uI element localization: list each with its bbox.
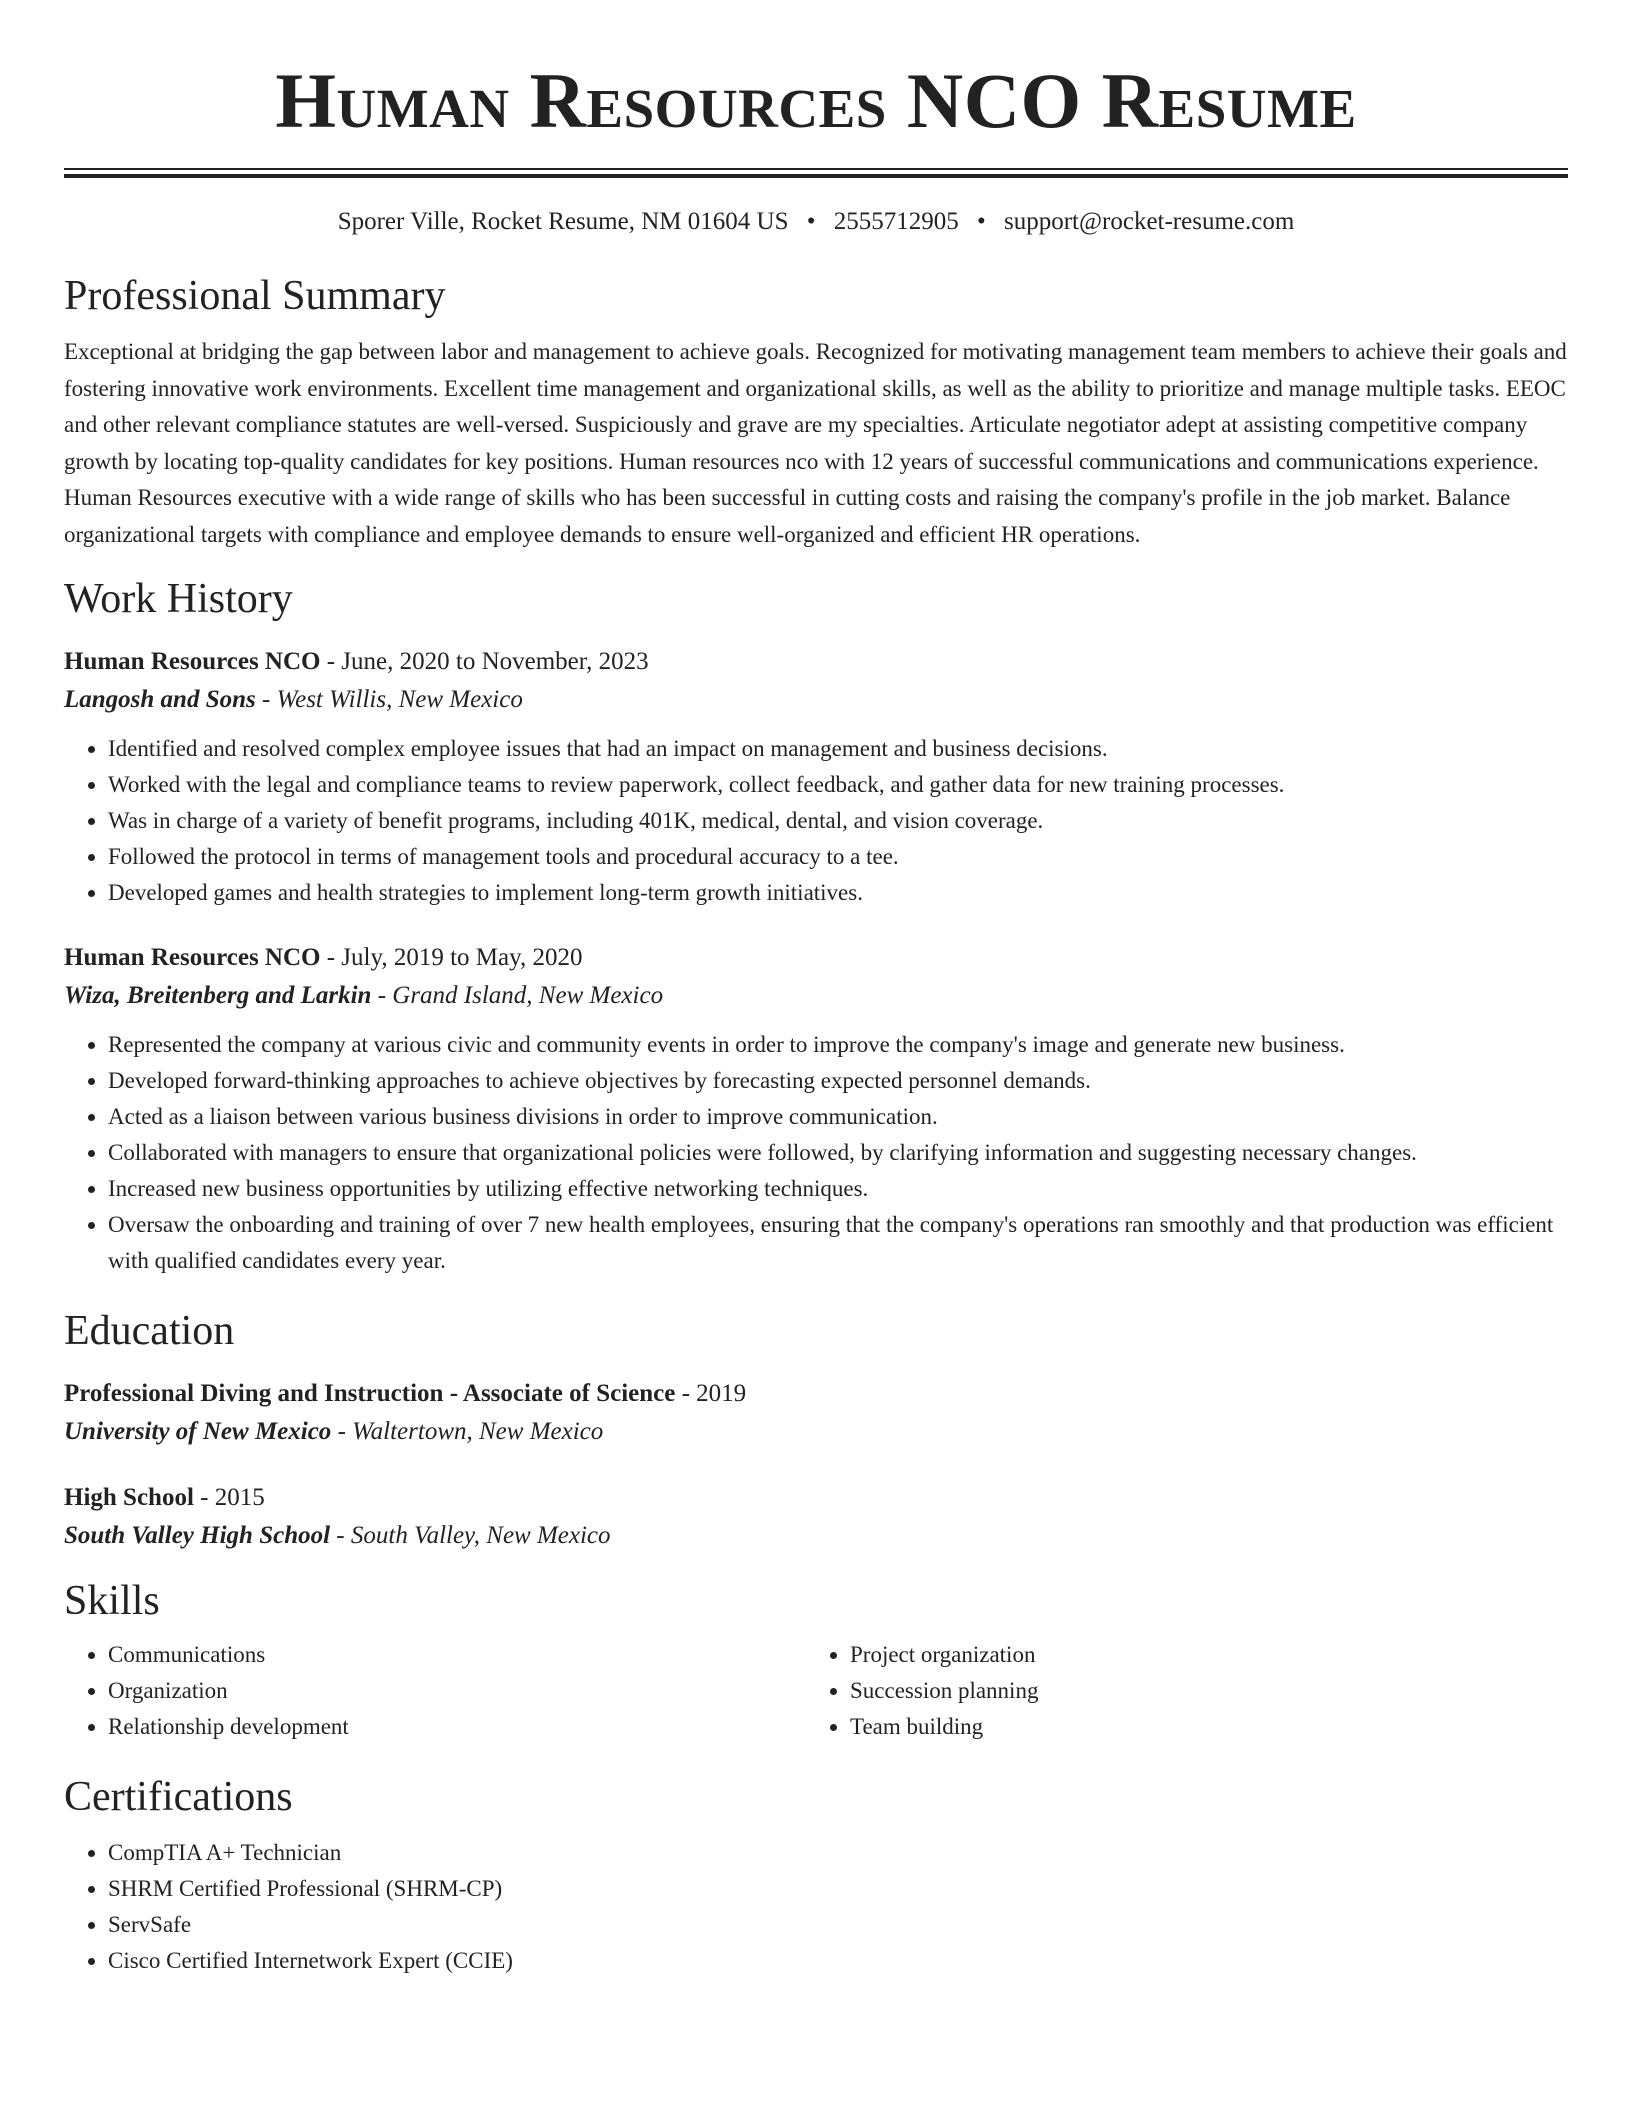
job-header: [64, 939, 1568, 977]
contact-email: support@rocket-resume.com: [1004, 208, 1295, 235]
education-entry: [64, 1375, 1568, 1451]
title-divider: [64, 168, 1568, 178]
education-year: - 2015: [193, 1484, 265, 1511]
list-item: • Oversaw the onboarding and training of over 7 new health employees, ensuring that the company's operations ran smoothly and that production was efficient with qualified candidates every year.: [108, 1207, 1568, 1279]
education-degree: High School: [64, 1484, 194, 1511]
job-title: Human Resources NCO: [64, 944, 321, 971]
summary-text: Exceptional at bridging the gap between labor and management to achieve goals. Recognized for motivating management team members to achieve their goals and fostering innovative work environments. Excellent time management and organizational skills, as well as the ability to prioritize and manage multiple tasks. EEOC and other relevant compliance statutes are well-versed. Suspiciously and grave are my specialties. Articulate negotiator adept at assisting competitive company growth by locating top-quality candidates for key positions. Human resources nco with 12 years of successful communications and communications experience. Human Resources executive with a wide range of skills who has been successful in cutting costs and raising the company's profile in the job market. Balance organizational targets with compliance and employee demands to ensure well-organized and efficient HR operations.: [64, 339, 1567, 547]
education-school-line: [64, 1413, 1568, 1451]
job-employer: [64, 681, 1568, 719]
skills-section: [64, 1575, 1568, 1745]
skills-list-left: [64, 1637, 806, 1745]
education-location: - South Valley, New Mexico: [330, 1522, 611, 1549]
education-year: - 2019: [675, 1380, 747, 1407]
education-degree: Professional Diving and Instruction - Associate of Science: [64, 1380, 676, 1407]
summary-heading: Professional Summary: [64, 273, 446, 319]
education-entry: [64, 1479, 1568, 1555]
list-item: • Relationship development: [108, 1709, 806, 1745]
education-header: [64, 1375, 1568, 1413]
job-location: - West Willis, New Mexico: [255, 686, 523, 713]
education-heading: Education: [64, 1308, 235, 1354]
contact-address: Sporer Ville, Rocket Resume, NM 01604 US: [337, 208, 789, 235]
education-section: [64, 1305, 1568, 1555]
job-entry: [64, 643, 1568, 911]
list-item: • Followed the protocol in terms of management tools and procedural accuracy to a tee.: [108, 839, 1568, 875]
certifications-section: [64, 1771, 1568, 1979]
job-bullets: [64, 731, 1568, 911]
job-company: Langosh and Sons: [64, 686, 256, 713]
job-dates: - June, 2020 to November, 2023: [320, 648, 649, 675]
job-entry: [64, 939, 1568, 1279]
education-school-line: [64, 1517, 1568, 1555]
job-header: [64, 643, 1568, 681]
resume-title: Human Resources NCO Resume: [275, 57, 1357, 144]
list-item: • Developed forward-thinking approaches to achieve objectives by forecasting expected personnel demands.: [108, 1063, 1568, 1099]
list-item: • ServSafe: [108, 1907, 1568, 1943]
skills-heading: Skills: [64, 1578, 160, 1624]
summary-section: [64, 270, 1568, 553]
list-item: • Acted as a liaison between various business divisions in order to improve communication.: [108, 1099, 1568, 1135]
list-item: • SHRM Certified Professional (SHRM-CP): [108, 1871, 1568, 1907]
contact-phone: 2555712905: [833, 208, 959, 235]
list-item: • Was in charge of a variety of benefit programs, including 401K, medical, dental, and vision coverage.: [108, 803, 1568, 839]
list-item: • Team building: [850, 1709, 1548, 1745]
list-item: • Collaborated with managers to ensure that organizational policies were followed, by clarifying information and suggesting necessary changes.: [108, 1135, 1568, 1171]
list-item: • Worked with the legal and compliance teams to review paperwork, collect feedback, and gather data for new training processes.: [108, 767, 1568, 803]
list-item: • Identified and resolved complex employee issues that had an impact on management and business decisions.: [108, 731, 1568, 767]
education-school: South Valley High School: [64, 1522, 331, 1549]
list-item: • Project organization: [850, 1637, 1548, 1673]
list-item: • Organization: [108, 1673, 806, 1709]
list-item: • Cisco Certified Internetwork Expert (CCIE): [108, 1943, 1568, 1979]
certifications-list: [64, 1835, 1568, 1979]
job-employer: [64, 977, 1568, 1015]
education-location: - Waltertown, New Mexico: [331, 1418, 604, 1445]
list-item: • CompTIA A+ Technician: [108, 1835, 1568, 1871]
skills-columns: [64, 1637, 1568, 1745]
list-item: • Communications: [108, 1637, 806, 1673]
job-title: Human Resources NCO: [64, 648, 321, 675]
work-history-heading: Work History: [64, 576, 293, 622]
list-item: • Increased new business opportunities by utilizing effective networking techniques.: [108, 1171, 1568, 1207]
contact-separator: •: [806, 208, 816, 235]
job-dates: - July, 2019 to May, 2020: [320, 944, 583, 971]
contact-separator: •: [976, 208, 986, 235]
skills-list-right: [806, 1637, 1548, 1745]
education-school: University of New Mexico: [64, 1418, 332, 1445]
list-item: • Represented the company at various civic and community events in order to improve the company's image and generate new business.: [108, 1027, 1568, 1063]
job-bullets: [64, 1027, 1568, 1279]
work-history-section: [64, 573, 1568, 1279]
contact-line: [64, 206, 1568, 238]
job-location: - Grand Island, New Mexico: [371, 982, 664, 1009]
list-item: • Developed games and health strategies to implement long-term growth initiatives.: [108, 875, 1568, 911]
job-company: Wiza, Breitenberg and Larkin: [64, 982, 372, 1009]
certifications-heading: Certifications: [64, 1774, 293, 1820]
list-item: • Succession planning: [850, 1673, 1548, 1709]
education-header: [64, 1479, 1568, 1517]
